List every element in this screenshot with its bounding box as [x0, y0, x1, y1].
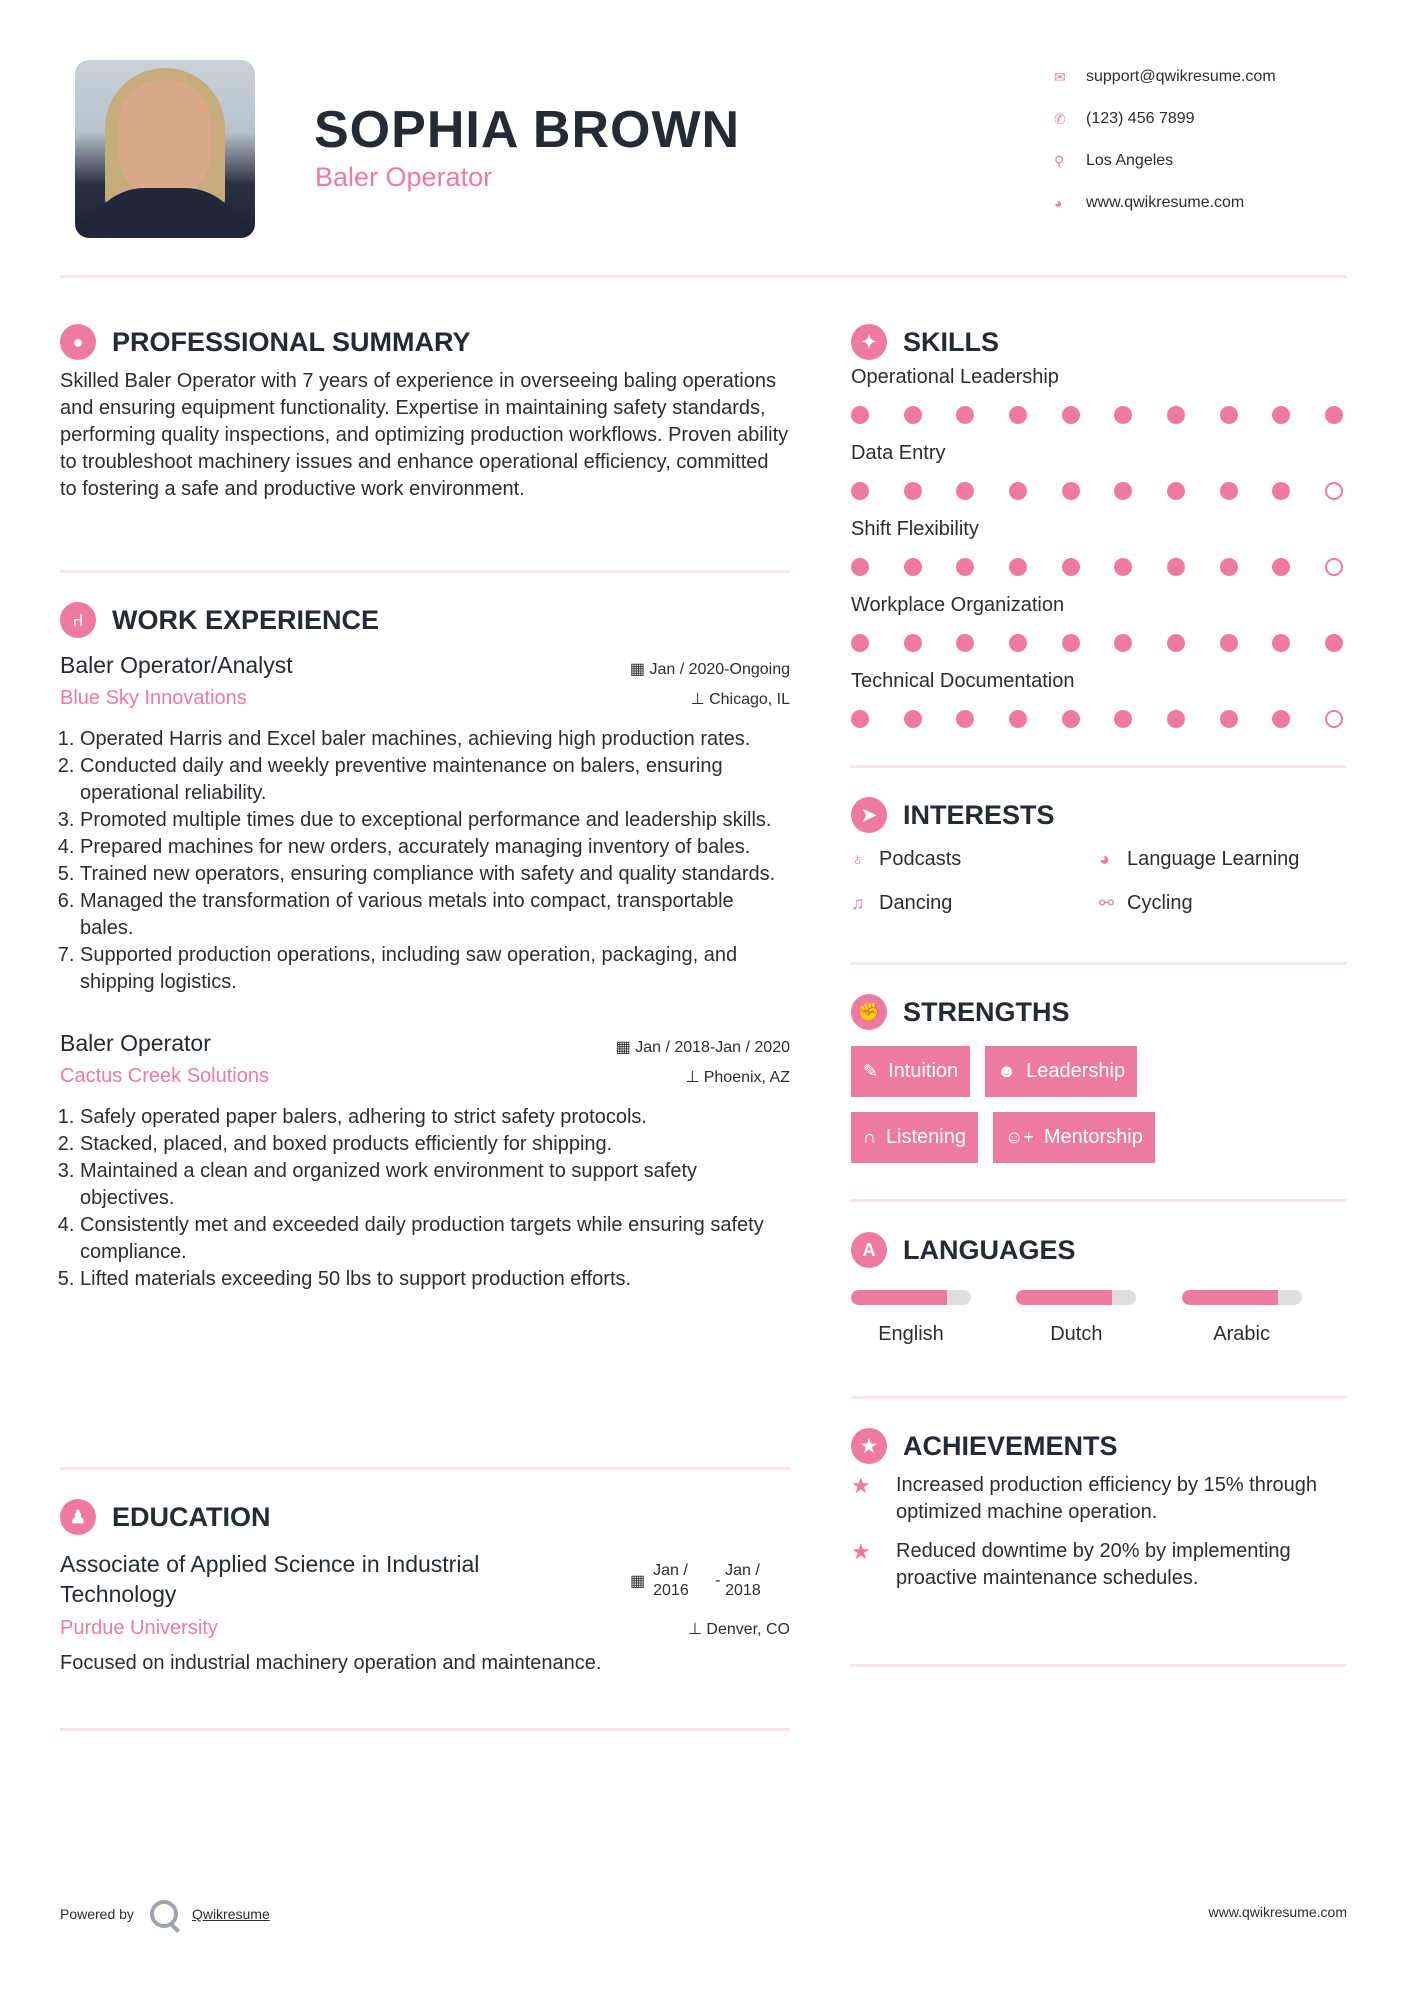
contact-location-text: Los Angeles	[1086, 152, 1174, 169]
skill-name: Operational Leadership	[851, 366, 1059, 388]
paper-plane-icon: ➤	[851, 797, 887, 833]
rating-dot-filled	[1062, 710, 1080, 728]
job-1-header	[60, 652, 790, 679]
office-chair-icon: ⑁	[60, 602, 96, 638]
education-description: Focused on industrial machinery operation and maintenance.	[60, 1652, 602, 1674]
rating-dot-filled	[1009, 406, 1027, 424]
qwikresume-link[interactable]: Qwikresume	[191, 1906, 270, 1922]
interest-dancing: ♫ Dancing	[851, 891, 953, 914]
skills-title: SKILLS	[903, 326, 1000, 357]
interest-language-learning: ◕ Language Learning	[1099, 847, 1300, 870]
achievement-item: ★ Increased production efficiency by 15% through optimized machine operation.	[851, 1472, 1347, 1526]
job-1-bullet: 6. Managed the transformation of various metals into compact, transportable bales.	[80, 888, 790, 942]
job-2-subheader	[60, 1065, 790, 1088]
job-1-bullet: 1. Operated Harris and Excel baler machines, achieving high production rates.	[80, 726, 790, 753]
rating-dot-filled	[1062, 634, 1080, 652]
fist-icon: ✊	[851, 994, 887, 1030]
calendar-icon: ▦	[629, 661, 650, 678]
strengths-divider	[851, 1199, 1347, 1202]
experience-heading	[60, 602, 790, 638]
rating-dot-filled	[1062, 482, 1080, 500]
rating-dot-filled	[1167, 710, 1185, 728]
rating-dot-filled	[956, 482, 974, 500]
rating-dot-filled	[851, 634, 869, 652]
skills-heading	[851, 324, 1347, 360]
achievement-item: ★ Reduced downtime by 20% by implementing proactive maintenance schedules.	[851, 1538, 1347, 1592]
header-divider	[60, 275, 1347, 278]
strengths-heading	[851, 994, 1347, 1030]
job-2-title: Baler Operator	[60, 1030, 211, 1056]
strengths-tags	[851, 1046, 1347, 1178]
contact-phone-text[interactable]: (123) 456 7899	[1086, 110, 1195, 127]
rating-dot-filled	[1325, 634, 1343, 652]
rating-dot-filled	[956, 710, 974, 728]
experience-divider	[60, 1467, 790, 1470]
job-1-bullet: 7. Supported production operations, including saw operation, packaging, and shipping logistics.	[80, 942, 790, 996]
rating-dot-filled	[1167, 406, 1185, 424]
language-dutch: Dutch	[1016, 1290, 1181, 1346]
shooting-star-icon: ★	[851, 1473, 871, 1498]
achievements-divider	[851, 1664, 1347, 1667]
achievements-heading	[851, 1428, 1347, 1464]
strength-listening: ∩ Listening	[851, 1112, 978, 1163]
bicycle-icon: ⚯	[1099, 892, 1115, 913]
skill-rating	[851, 634, 1343, 652]
job-2-location: ⊥ Phoenix, AZ	[685, 1068, 790, 1086]
achievements-list	[851, 1472, 1347, 1592]
job-2-bullets	[60, 1104, 790, 1293]
user-plus-icon: ☺+	[1005, 1127, 1034, 1147]
job-2-bullet: 3. Maintained a clean and organized work environment to support safety objectives.	[80, 1158, 790, 1212]
rating-dot-filled	[1009, 558, 1027, 576]
headphones-icon: ∩	[863, 1127, 876, 1147]
education-start: Jan / 2016	[653, 1562, 689, 1599]
rating-dot-filled	[956, 634, 974, 652]
rating-dot-filled	[1272, 558, 1290, 576]
music-note-icon: ♫	[851, 892, 865, 913]
skill-name: Shift Flexibility	[851, 518, 979, 540]
language-english: English	[851, 1290, 1016, 1346]
strength-intuition: ✎ Intuition	[851, 1046, 970, 1097]
education-location: ⊥ Denver, CO	[688, 1620, 790, 1638]
rating-dot-filled	[1167, 634, 1185, 652]
job-1-title: Baler Operator/Analyst	[60, 652, 293, 678]
job-2-bullet: 1. Safely operated paper balers, adhering to strict safety protocols.	[80, 1104, 790, 1131]
skill-rating	[851, 406, 1343, 424]
rating-dot-filled	[904, 634, 922, 652]
interests-section	[851, 797, 1347, 925]
interest-podcasts: ♁ Podcasts	[851, 847, 962, 870]
languages-title: LANGUAGES	[903, 1234, 1076, 1265]
rating-dot-empty	[1325, 482, 1343, 500]
rating-dot-filled	[1167, 558, 1185, 576]
strengths-title: STRENGTHS	[903, 996, 1070, 1027]
translate-icon: A	[851, 1232, 887, 1268]
rating-dot-filled	[1114, 710, 1132, 728]
languages-section	[851, 1232, 1347, 1346]
candidate-name: SOPHIA BROWN	[314, 101, 741, 159]
rating-dot-filled	[1325, 406, 1343, 424]
globe-icon: ◕	[1054, 195, 1063, 211]
summary-text: Skilled Baler Operator with 7 years of experience in overseeing baling operations and ensuring equipment functionality. Expertise in maintaining safety standards, performing quality inspections, and optimizing production workflows. Proven ability to troubleshoot machinery issues and enhance operational efficiency, committed to fostering a safe and productive work environment.	[60, 370, 789, 500]
pushpin-icon: ⊥	[685, 1068, 704, 1086]
contact-website[interactable]	[1050, 182, 1276, 224]
rating-dot-filled	[1114, 634, 1132, 652]
rating-dot-filled	[1114, 406, 1132, 424]
rating-dot-filled	[1220, 634, 1238, 652]
candidate-role: Baler Operator	[315, 162, 493, 192]
rating-dot-filled	[1062, 558, 1080, 576]
education-heading	[60, 1499, 790, 1535]
experience-section	[60, 602, 790, 1293]
pushpin-icon: ⊥	[688, 1620, 707, 1638]
rating-dot-filled	[1062, 406, 1080, 424]
education-subheader	[60, 1617, 790, 1640]
skill-name: Technical Documentation	[851, 670, 1075, 692]
education-dates: ▦ Jan / 2016 - Jan / 2018	[630, 1553, 790, 1609]
summary-divider	[60, 570, 790, 573]
rating-dot-filled	[851, 558, 869, 576]
skill-name: Workplace Organization	[851, 594, 1065, 616]
rating-dot-filled	[1220, 482, 1238, 500]
map-pin-icon: ⚲	[1054, 152, 1065, 169]
interest-cycling: ⚯ Cycling	[1099, 891, 1193, 914]
rating-dot-filled	[1114, 558, 1132, 576]
education-degree: Associate of Applied Science in Industrial Technology	[60, 1551, 480, 1607]
rating-dot-filled	[956, 558, 974, 576]
achievements-title: ACHIEVEMENTS	[903, 1430, 1118, 1461]
languages-divider	[851, 1396, 1347, 1399]
job-1-bullet: 3. Promoted multiple times due to exceptional performance and leadership skills.	[80, 807, 790, 834]
footer-powered-by: Powered by Qwikresume	[60, 1900, 270, 1928]
language-arabic-bar	[1182, 1290, 1302, 1305]
education-title: EDUCATION	[112, 1501, 271, 1532]
lightbulb-icon: ✦	[851, 324, 887, 360]
graduate-icon: ♟	[60, 1499, 96, 1535]
skills-section	[851, 324, 1347, 746]
rating-dot-filled	[1009, 634, 1027, 652]
profile-photo	[75, 60, 255, 238]
contact-email-text[interactable]: support@qwikresume.com	[1086, 68, 1276, 85]
job-2-header	[60, 1030, 790, 1057]
skill-rating	[851, 558, 1343, 576]
skill-name: Data Entry	[851, 442, 946, 464]
rating-dot-empty	[1325, 710, 1343, 728]
strength-leadership: ☻ Leadership	[985, 1046, 1137, 1097]
calendar-icon: ▦	[615, 1039, 636, 1056]
envelope-icon: ✉	[1054, 68, 1066, 85]
contact-location	[1050, 140, 1276, 182]
rating-dot-filled	[1009, 710, 1027, 728]
contact-list	[1050, 56, 1276, 224]
rating-dot-filled	[904, 710, 922, 728]
rating-dot-filled	[1220, 710, 1238, 728]
job-2-bullet: 4. Consistently met and exceeded daily production targets while ensuring safety compliance.	[80, 1212, 790, 1266]
summary-heading	[60, 324, 790, 360]
rating-dot-filled	[1167, 482, 1185, 500]
rating-dot-filled	[851, 710, 869, 728]
rating-dot-filled	[1272, 634, 1290, 652]
language-dutch-bar	[1016, 1290, 1136, 1305]
job-1-bullet: 4. Prepared machines for new orders, accurately managing inventory of bales.	[80, 834, 790, 861]
rating-dot-filled	[1272, 406, 1290, 424]
user-icon: ●	[60, 324, 96, 360]
rating-dot-filled	[904, 482, 922, 500]
summary-title: PROFESSIONAL SUMMARY	[112, 326, 471, 357]
magic-wand-icon: ✎	[863, 1061, 879, 1081]
rating-dot-filled	[851, 406, 869, 424]
job-1-dates: ▦ Jan / 2020-Ongoing	[629, 661, 790, 678]
interests-divider	[851, 962, 1347, 965]
rating-dot-filled	[956, 406, 974, 424]
job-2-dates: ▦ Jan / 2018-Jan / 2020	[615, 1039, 790, 1056]
globe-icon: ◕	[1099, 848, 1110, 869]
experience-title: WORK EXPERIENCE	[112, 604, 380, 635]
rating-dot-filled	[1114, 482, 1132, 500]
shooting-star-icon: ★	[851, 1539, 871, 1564]
rating-dot-filled	[1272, 482, 1290, 500]
strength-mentorship: ☺+ Mentorship	[993, 1112, 1155, 1163]
microphone-icon: ♁	[851, 848, 865, 869]
strengths-section	[851, 994, 1347, 1178]
rating-dot-filled	[1220, 558, 1238, 576]
job-1-location: ⊥ Chicago, IL	[690, 690, 790, 708]
contact-email[interactable]	[1050, 56, 1276, 98]
interests-heading	[851, 797, 1347, 833]
skill-rating	[851, 710, 1343, 728]
rating-dot-filled	[1272, 710, 1290, 728]
education-header	[60, 1549, 790, 1609]
summary-section	[60, 324, 790, 503]
skills-list	[851, 366, 1347, 728]
job-1-subheader	[60, 687, 790, 710]
language-arabic: Arabic	[1182, 1290, 1347, 1346]
group-icon: ☻	[997, 1061, 1017, 1081]
skill-rating	[851, 482, 1343, 500]
contact-phone[interactable]	[1050, 98, 1276, 140]
rating-dot-filled	[904, 558, 922, 576]
education-divider	[60, 1728, 790, 1731]
languages-list	[851, 1290, 1347, 1346]
job-2-bullet: 5. Lifted materials exceeding 50 lbs to support production efforts.	[80, 1266, 790, 1293]
job-1-bullet: 2. Conducted daily and weekly preventive maintenance on balers, ensuring operational reliability.	[80, 753, 790, 807]
phone-icon: ✆	[1054, 110, 1066, 127]
rating-dot-filled	[904, 406, 922, 424]
education-section	[60, 1499, 790, 1677]
job-2-bullet: 2. Stacked, placed, and boxed products efficiently for shipping.	[80, 1131, 790, 1158]
rating-dot-filled	[851, 482, 869, 500]
contact-website-text[interactable]: www.qwikresume.com	[1086, 194, 1245, 211]
job-1-bullets	[60, 726, 790, 996]
rating-dot-empty	[1325, 558, 1343, 576]
qwikresume-logo-icon	[150, 1900, 178, 1928]
interests-title: INTERESTS	[903, 799, 1055, 830]
education-end: Jan / 2018	[725, 1562, 761, 1599]
language-english-bar	[851, 1290, 971, 1305]
achievements-section	[851, 1428, 1347, 1604]
job-1-company: Blue Sky Innovations	[60, 687, 247, 709]
job-1-bullet: 5. Trained new operators, ensuring compliance with safety and quality standards.	[80, 861, 790, 888]
interests-grid	[851, 837, 1347, 925]
rating-dot-filled	[1009, 482, 1027, 500]
footer-website[interactable]: www.qwikresume.com	[1208, 1904, 1347, 1920]
education-school: Purdue University	[60, 1617, 218, 1639]
photo-face	[119, 80, 211, 200]
pushpin-icon: ⊥	[690, 690, 710, 708]
job-2-company: Cactus Creek Solutions	[60, 1065, 269, 1087]
star-badge-icon: ★	[851, 1428, 887, 1464]
languages-heading	[851, 1232, 1347, 1268]
skills-divider	[851, 765, 1347, 768]
calendar-icon: ▦	[630, 1573, 646, 1590]
rating-dot-filled	[1220, 406, 1238, 424]
